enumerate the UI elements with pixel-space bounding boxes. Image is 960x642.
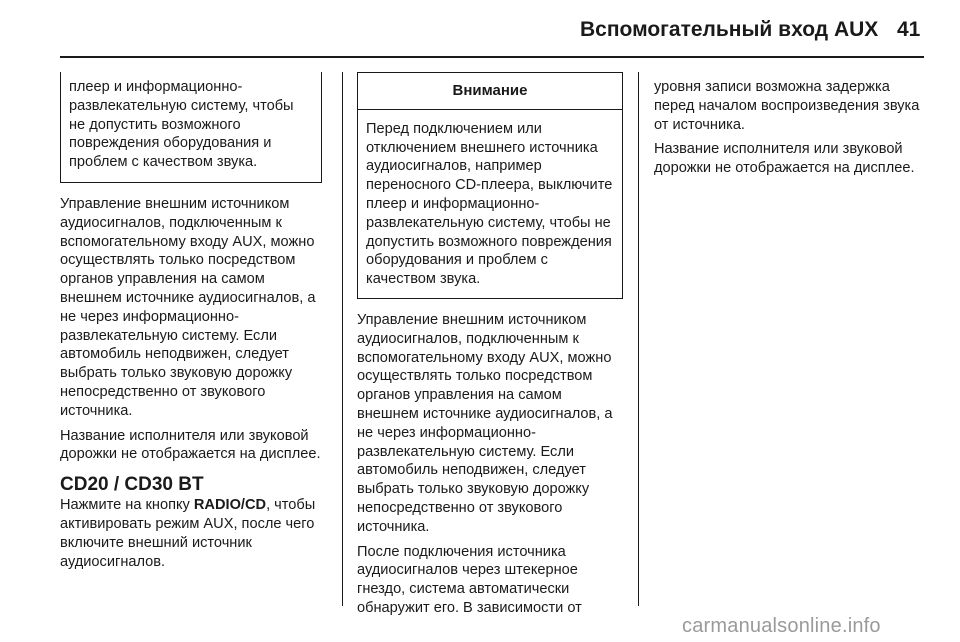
body-text: Нажмите на кнопку — [60, 497, 194, 514]
notice-box-continued — [60, 72, 322, 183]
page-number: 41 — [897, 18, 921, 41]
warning-box-title: Внимание — [358, 73, 622, 110]
body-paragraph: Название исполнителя или звуковой дорожки не отображается на дисплее. — [60, 427, 321, 463]
body-paragraph: Управление внешним источником аудиосигналов, подключенным к вспомогательному входу AUX, можно осуществлять только посредством органов управления на самом внешнем источнике аудиосигналов, а не через информационно-развлекательную систему. Если автомобиль неподвижен, следует выбрать только звуковую дорожку непосредственно от звукового источника. — [60, 195, 316, 419]
body-paragraph — [60, 496, 322, 571]
body-paragraph: Название исполнителя или звуковой дорожки не отображается на дисплее. — [654, 141, 915, 177]
right-column — [654, 78, 926, 184]
column-divider-left — [342, 72, 343, 606]
section-heading: CD20 / CD30 BT — [60, 474, 204, 496]
column-divider-right — [638, 72, 639, 606]
watermark: carmanualsonline.info — [682, 615, 881, 637]
body-text: , чтобы активировать режим AUX, после чего включите внешний источник аудиосигналов. — [60, 497, 316, 570]
button-name: RADIO/CD — [193, 497, 267, 514]
header-divider — [60, 56, 924, 58]
warning-box — [357, 72, 623, 299]
body-paragraph: После подключения источника аудиосигналов через штекерное гнездо, система автоматически обнаружит его. В зависимости от — [357, 543, 582, 616]
body-paragraph: уровня записи возможна задержка перед началом воспроизведения звука от источника. — [654, 79, 920, 133]
body-paragraph: Управление внешним источником аудиосигналов, подключенным к вспомогательному входу AUX, можно осуществлять только посредством органов управления на самом внешнем источнике аудиосигналов, а не через информационно-развлекательную систему. Если автомобиль неподвижен, следует выбрать только звуковую дорожку непосредственно от звукового источника. — [357, 311, 613, 535]
middle-column — [357, 72, 623, 624]
warning-box-text: Перед подключением или отключением внешнего источника аудиосигналов, например переносного CD-плеера, выключите плеер и информационно-развлекательную систему, чтобы не допустить возможного повреждения оборудования и проблем с качеством звука. — [366, 120, 613, 288]
left-column — [60, 72, 322, 577]
notice-box-text: плеер и информационно-развлекательную систему, чтобы не допустить возможного повреждения оборудования и проблем с качеством звука. — [69, 79, 294, 171]
page-title: Вспомогательный вход AUX — [580, 18, 879, 41]
